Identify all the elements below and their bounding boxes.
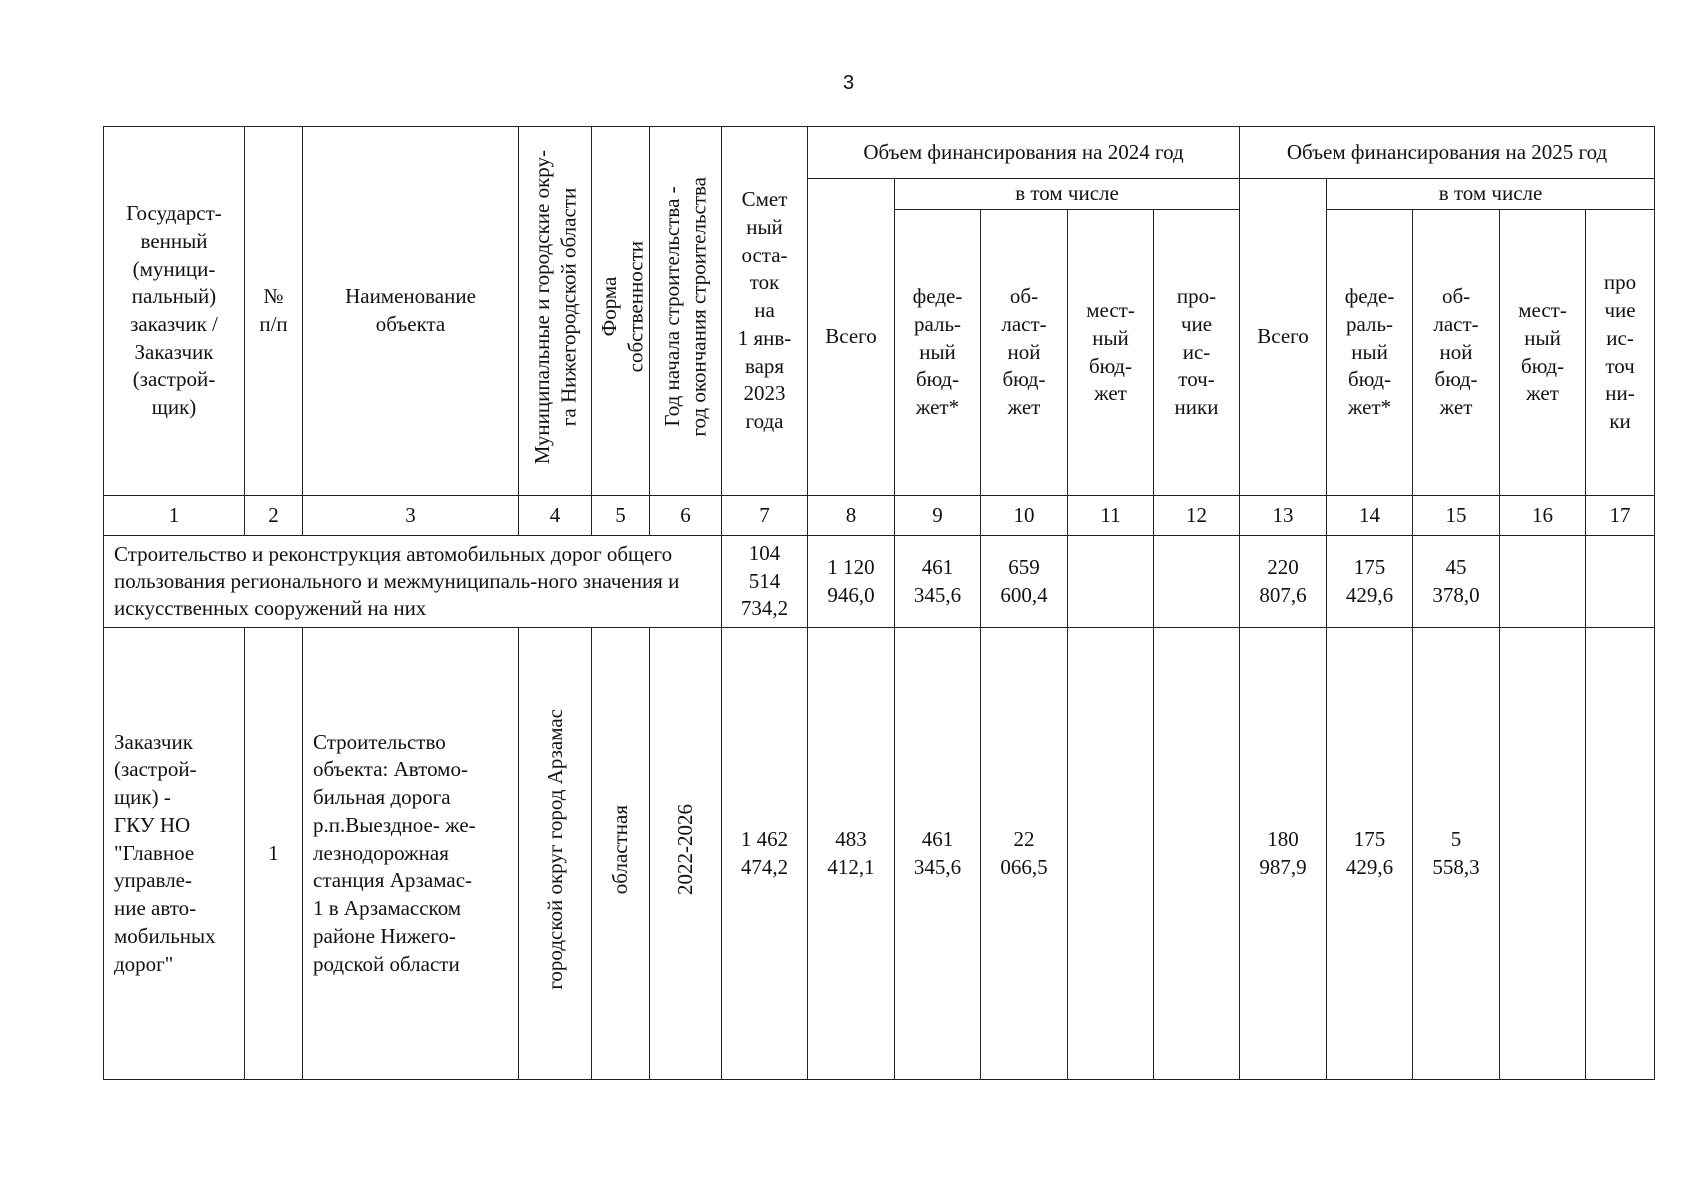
row-total-2024: 483 412,1 xyxy=(808,628,895,1080)
header-name: Наименование объекта xyxy=(303,127,519,496)
header-years: Год начала строительства - год окончания строительства xyxy=(660,177,711,437)
section-regional-2024: 659 600,4 xyxy=(981,536,1068,628)
section-title: Строительство и реконструкция автомобильных дорог общего пользования регионального и межмуниципаль-ного значения и искусственных сооружений на них xyxy=(104,536,722,628)
header-regional-2025: об- ласт- ной бюд- жет xyxy=(1413,210,1500,496)
row-years-cell xyxy=(650,628,722,1080)
row-ownership-cell xyxy=(592,628,650,1080)
table-row xyxy=(104,628,1655,1080)
section-row xyxy=(104,536,1655,628)
header-local-2024: мест- ный бюд- жет xyxy=(1068,210,1154,496)
header-fin-2024: Объем финансирования на 2024 год xyxy=(808,127,1240,179)
section-other-2025 xyxy=(1586,536,1655,628)
header-estimate: Смет ный оста- ток на 1 янв- варя 2023 года xyxy=(722,127,808,496)
column-number: 12 xyxy=(1154,496,1240,536)
header-row-1 xyxy=(104,127,1655,179)
header-other-2025: про чие ис- точ ни- ки xyxy=(1586,210,1655,496)
row-other-2024 xyxy=(1154,628,1240,1080)
column-number: 9 xyxy=(895,496,981,536)
column-number: 17 xyxy=(1586,496,1655,536)
header-ownership-cell xyxy=(592,127,650,496)
page-number: 3 xyxy=(842,72,855,94)
header-ownership: Форма собственности xyxy=(597,241,648,373)
header-federal-2024: феде- раль- ный бюд- жет* xyxy=(895,210,981,496)
column-number: 11 xyxy=(1068,496,1154,536)
column-number: 15 xyxy=(1413,496,1500,536)
column-number: 8 xyxy=(808,496,895,536)
section-local-2025 xyxy=(1500,536,1586,628)
section-federal-2025: 175 429,6 xyxy=(1327,536,1413,628)
section-regional-2025: 45 378,0 xyxy=(1413,536,1500,628)
header-municipal: Муниципальные и городские окру- га Нижегородской области xyxy=(529,150,580,465)
row-total-2025: 180 987,9 xyxy=(1240,628,1327,1080)
column-number: 7 xyxy=(722,496,808,536)
row-other-2025 xyxy=(1586,628,1655,1080)
header-total-2025: Всего xyxy=(1240,179,1327,496)
column-number: 5 xyxy=(592,496,650,536)
header-including-2025: в том числе xyxy=(1327,179,1655,210)
row-regional-2024: 22 066,5 xyxy=(981,628,1068,1080)
section-other-2024 xyxy=(1154,536,1240,628)
column-number: 16 xyxy=(1500,496,1586,536)
section-total-2025: 220 807,6 xyxy=(1240,536,1327,628)
header-regional-2024: об- ласт- ной бюд- жет xyxy=(981,210,1068,496)
header-other-2024: про- чие ис- точ- ники xyxy=(1154,210,1240,496)
column-number: 1 xyxy=(104,496,245,536)
header-years-cell xyxy=(650,127,722,496)
column-number: 10 xyxy=(981,496,1068,536)
header-federal-2025: феде- раль- ный бюд- жет* xyxy=(1327,210,1413,496)
row-local-2024 xyxy=(1068,628,1154,1080)
row-municipal-cell xyxy=(519,628,592,1080)
header-including-2024: в том числе xyxy=(895,179,1240,210)
row-local-2025 xyxy=(1500,628,1586,1080)
header-total-2024: Всего xyxy=(808,179,895,496)
row-regional-2025: 5 558,3 xyxy=(1413,628,1500,1080)
column-number: 14 xyxy=(1327,496,1413,536)
column-number: 4 xyxy=(519,496,592,536)
row-municipal: городской округ город Арзамас xyxy=(542,709,567,990)
section-local-2024 xyxy=(1068,536,1154,628)
investment-table xyxy=(103,126,1655,1080)
header-customer: Государст- венный (муници- пальный) заказчик / Заказчик (застрой- щик) xyxy=(104,127,245,496)
row-federal-2024: 461 345,6 xyxy=(895,628,981,1080)
column-number: 3 xyxy=(303,496,519,536)
header-local-2025: мест- ный бюд- жет xyxy=(1500,210,1586,496)
section-total-2024: 1 120 946,0 xyxy=(808,536,895,628)
column-number-row xyxy=(104,496,1655,536)
column-number: 2 xyxy=(245,496,303,536)
row-customer: Заказчик (застрой- щик) - ГКУ НО "Главное управле- ние авто- мобильных дорог" xyxy=(104,628,245,1080)
header-municipal-cell xyxy=(519,127,592,496)
section-estimate: 104 514 734,2 xyxy=(722,536,808,628)
column-number: 6 xyxy=(650,496,722,536)
row-estimate: 1 462 474,2 xyxy=(722,628,808,1080)
header-fin-2025: Объем финансирования на 2025 год xyxy=(1240,127,1655,179)
row-ownership: областная xyxy=(608,805,633,895)
row-num: 1 xyxy=(245,628,303,1080)
section-federal-2024: 461 345,6 xyxy=(895,536,981,628)
row-name: Строительство объекта: Автомо- бильная дорога р.п.Выездное- же- лезнодорожная станция Арзамас- 1 в Арзамасском районе Нижего- родской области xyxy=(303,628,519,1080)
column-number: 13 xyxy=(1240,496,1327,536)
row-federal-2025: 175 429,6 xyxy=(1327,628,1413,1080)
header-num: № п/п xyxy=(245,127,303,496)
row-years: 2022-2026 xyxy=(673,804,698,896)
